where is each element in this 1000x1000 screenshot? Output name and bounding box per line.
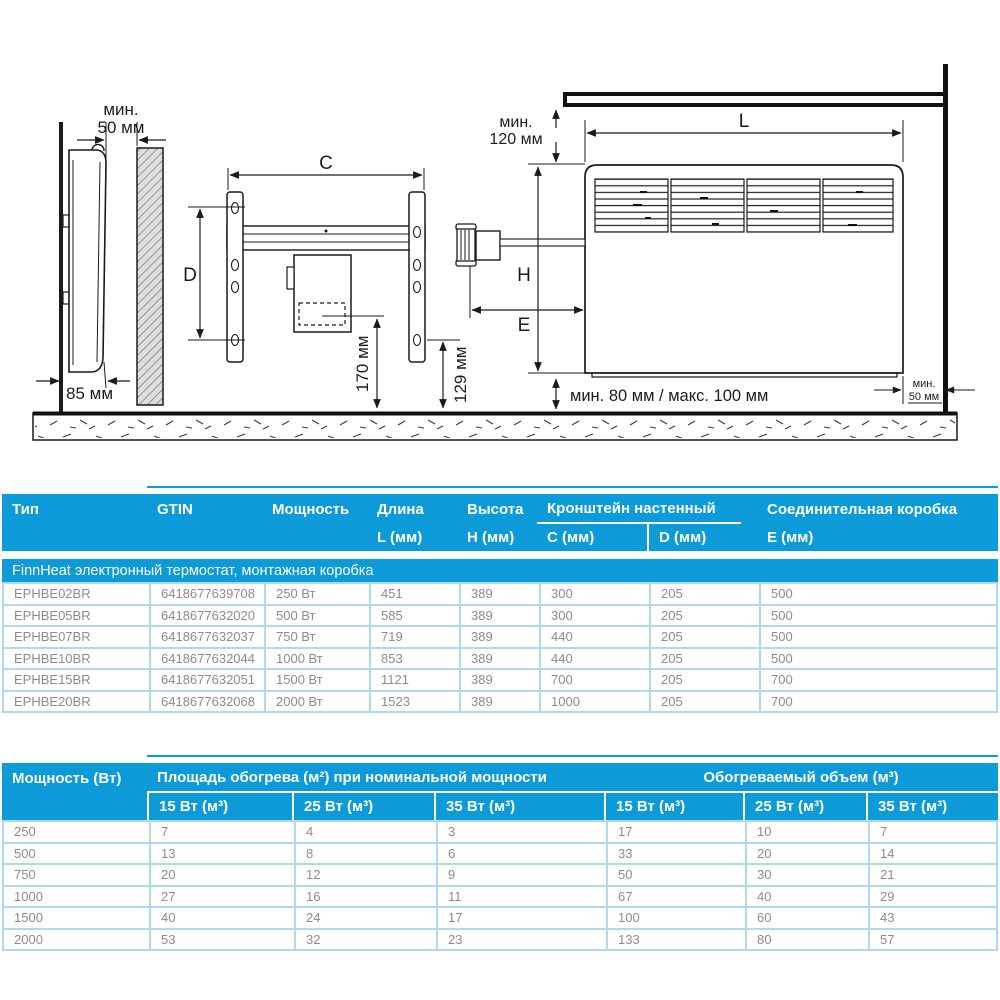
cell-volume-15w: 67 — [606, 887, 745, 907]
junction-box — [294, 255, 351, 332]
table-row — [4, 865, 996, 887]
cell-type: EPHBE05BR — [14, 607, 91, 623]
table-row — [4, 844, 996, 866]
dim-h-label: H — [517, 265, 531, 286]
right-wall — [943, 64, 948, 413]
cell-area-15w: 20 — [149, 865, 294, 885]
cell-e: 700 — [759, 692, 996, 712]
cell-e: 500 — [759, 627, 996, 647]
thermostat-knob — [456, 224, 585, 266]
cell-height: 389 — [459, 692, 539, 712]
mounting-bracket-drawing — [188, 168, 460, 408]
cell-area-15w: 40 — [149, 908, 294, 928]
cell-height: 389 — [459, 584, 539, 604]
cell-volume-25w: 60 — [745, 908, 868, 928]
table-row — [4, 692, 996, 714]
cell-power: 750 — [14, 867, 36, 883]
cell-type: EPHBE10BR — [14, 650, 91, 666]
col-header-area-group: Площадь обогрева (м²) при номинальной мощности — [147, 763, 604, 793]
cell-length: 853 — [369, 649, 459, 669]
cell-power: 500 — [14, 845, 36, 861]
bracket-hook — [63, 292, 69, 304]
cell-volume-35w: 43 — [868, 908, 996, 928]
cell-e: 500 — [759, 606, 996, 626]
cell-area-25w: 8 — [294, 844, 436, 864]
cell-d: 205 — [649, 606, 759, 626]
table1-section-title: FinnHeat электронный термостат, монтажная коробка — [2, 559, 998, 582]
cell-height: 389 — [459, 670, 539, 690]
dim-129mm: 129 мм — [451, 346, 470, 403]
col-header-volume-25w: 25 Вт (м³) — [743, 793, 866, 820]
col-header-area-35w: 35 Вт (м³) — [434, 793, 604, 820]
floor — [33, 413, 957, 440]
cell-power: 1500 Вт — [264, 670, 369, 690]
cell-power: 1500 — [14, 910, 43, 926]
cell-power: 500 Вт — [264, 606, 369, 626]
cell-area-15w: 13 — [149, 844, 294, 864]
cell-volume-35w: 21 — [868, 865, 996, 885]
cell-length: 451 — [369, 584, 459, 604]
dim-min-50-top-line2: 50 мм — [97, 118, 145, 137]
cell-volume-25w: 30 — [745, 865, 868, 885]
cell-d: 205 — [649, 670, 759, 690]
dim-170mm: 170 мм — [353, 335, 372, 392]
cell-gtin: 6418677632044 — [149, 649, 264, 669]
cell-e: 500 — [759, 649, 996, 669]
cell-length: 585 — [369, 606, 459, 626]
cell-height: 389 — [459, 627, 539, 647]
cell-volume-15w: 133 — [606, 930, 745, 950]
spec-tables — [2, 486, 998, 951]
cell-area-25w: 12 — [294, 865, 436, 885]
dim-l-label: L — [738, 111, 750, 132]
col-header-length: Длина — [377, 500, 424, 518]
dim-c-label: C — [319, 153, 333, 174]
heating-capacity-table — [2, 755, 998, 951]
table-row — [4, 822, 996, 844]
col-header-height: Высота — [467, 500, 524, 518]
cell-d: 205 — [649, 584, 759, 604]
cell-height: 389 — [459, 606, 539, 626]
cell-volume-25w: 80 — [745, 930, 868, 950]
dim-e-label: E — [517, 315, 531, 336]
cell-length: 719 — [369, 627, 459, 647]
cell-d: 205 — [649, 627, 759, 647]
thermostat-cable — [500, 239, 585, 246]
dim-floor-clearance: мин. 80 мм / макс. 100 мм — [570, 387, 769, 405]
dim-min-50-top-line1: мин. — [103, 100, 139, 119]
cell-c: 440 — [539, 649, 649, 669]
cell-type: EPHBE02BR — [14, 586, 91, 602]
cell-volume-35w: 7 — [868, 822, 996, 842]
heater-side-body — [69, 150, 106, 372]
cell-area-15w: 27 — [149, 887, 294, 907]
cell-volume-35w: 14 — [868, 844, 996, 864]
cell-area-15w: 53 — [149, 930, 294, 950]
cell-area-35w: 17 — [436, 908, 606, 928]
dim-min-120-line1: мин. — [499, 114, 533, 131]
table-row — [4, 606, 996, 628]
cell-area-25w: 16 — [294, 887, 436, 907]
table2-body — [2, 820, 998, 951]
cell-volume-15w: 17 — [606, 822, 745, 842]
col-header-length-unit: L (мм) — [377, 529, 423, 546]
cell-c: 1000 — [539, 692, 649, 712]
table1-top-rule — [147, 486, 998, 488]
col-header-height-unit: H (мм) — [467, 529, 515, 546]
table-row — [4, 887, 996, 909]
side-view — [36, 122, 166, 413]
col-header-power-w: Мощность (Вт) — [12, 769, 122, 787]
table2-header — [2, 763, 998, 820]
cell-type: EPHBE07BR — [14, 629, 91, 645]
cell-area-35w: 23 — [436, 930, 606, 950]
cell-power: 2000 — [14, 931, 43, 947]
cell-volume-25w: 20 — [745, 844, 868, 864]
bracket-rail-right — [409, 192, 425, 362]
cell-volume-15w: 100 — [606, 908, 745, 928]
air-grille — [595, 179, 893, 232]
installation-diagram — [0, 0, 1000, 486]
table-row — [4, 670, 996, 692]
cell-d: 205 — [649, 692, 759, 712]
dimensions-table — [2, 486, 998, 713]
table-row — [4, 649, 996, 671]
cell-volume-35w: 57 — [868, 930, 996, 950]
cell-power: 2000 Вт — [264, 692, 369, 712]
cell-gtin: 6418677639708 — [149, 584, 264, 604]
cell-gtin: 6418677632037 — [149, 627, 264, 647]
cell-type: EPHBE20BR — [14, 693, 91, 709]
table-row — [4, 930, 996, 952]
cell-c: 300 — [539, 584, 649, 604]
table1-body — [2, 582, 998, 713]
col-header-e: E (мм) — [767, 529, 814, 546]
wall-hatch-obstacle — [137, 148, 163, 405]
cell-type: EPHBE15BR — [14, 672, 91, 688]
installation-diagram-svg — [0, 0, 1000, 486]
cell-gtin: 6418677632020 — [149, 606, 264, 626]
cell-e: 500 — [759, 584, 996, 604]
dim-85mm: 85 мм — [66, 384, 114, 403]
col-header-type: Тип — [12, 500, 39, 518]
col-header-volume-group: Обогреваемый объем (м³) — [604, 763, 998, 793]
bracket-rail-left — [227, 192, 243, 362]
table2-top-rule — [147, 755, 998, 757]
col-header-volume-35w: 35 Вт (м³) — [866, 793, 998, 820]
col-header-area-15w: 15 Вт (м³) — [147, 793, 292, 820]
cell-length: 1121 — [369, 670, 459, 690]
cell-area-35w: 9 — [436, 865, 606, 885]
cell-power: 250 — [14, 824, 36, 840]
cell-gtin: 6418677632068 — [149, 692, 264, 712]
dim-d-label: D — [183, 265, 197, 286]
cell-c: 300 — [539, 606, 649, 626]
cell-volume-35w: 29 — [868, 887, 996, 907]
cell-area-35w: 11 — [436, 887, 606, 907]
cell-area-15w: 7 — [149, 822, 294, 842]
cell-power: 750 Вт — [264, 627, 369, 647]
cell-area-35w: 3 — [436, 822, 606, 842]
col-header-area-25w: 25 Вт (м³) — [292, 793, 434, 820]
col-header-junction-box: Соединительная коробка — [767, 500, 958, 518]
cell-power: 250 Вт — [264, 584, 369, 604]
cell-volume-15w: 33 — [606, 844, 745, 864]
bracket-hook — [63, 215, 69, 227]
cell-c: 700 — [539, 670, 649, 690]
cell-power: 1000 — [14, 888, 43, 904]
cell-volume-25w: 10 — [745, 822, 868, 842]
cell-volume-15w: 50 — [606, 865, 745, 885]
col-header-gtin: GTIN — [157, 500, 193, 518]
cell-gtin: 6418677632051 — [149, 670, 264, 690]
dim-side-min-50-line2: 50 мм — [908, 391, 940, 403]
cell-power: 1000 Вт — [264, 649, 369, 669]
dim-min-120-line2: 120 мм — [489, 131, 543, 148]
dim-side-min-50-line1: мин. — [912, 378, 936, 390]
heater-front-view — [456, 64, 975, 413]
col-header-volume-15w: 15 Вт (м³) — [604, 793, 743, 820]
table-row — [4, 584, 996, 606]
cell-area-25w: 24 — [294, 908, 436, 928]
table-row — [4, 627, 996, 649]
col-header-bracket-group: Кронштейн настенный — [537, 494, 741, 524]
cell-volume-25w: 40 — [745, 887, 868, 907]
junction-box-tab — [287, 267, 294, 289]
col-header-d: D (мм) — [647, 524, 757, 551]
cell-c: 440 — [539, 627, 649, 647]
cell-area-25w: 4 — [294, 822, 436, 842]
table-row — [4, 908, 996, 930]
col-header-c: C (мм) — [547, 529, 595, 546]
cell-length: 1523 — [369, 692, 459, 712]
col-header-power: Мощность — [272, 500, 350, 518]
table1-header — [2, 494, 998, 551]
cell-e: 700 — [759, 670, 996, 690]
cell-area-25w: 32 — [294, 930, 436, 950]
cell-d: 205 — [649, 649, 759, 669]
cell-height: 389 — [459, 649, 539, 669]
cell-area-35w: 6 — [436, 844, 606, 864]
